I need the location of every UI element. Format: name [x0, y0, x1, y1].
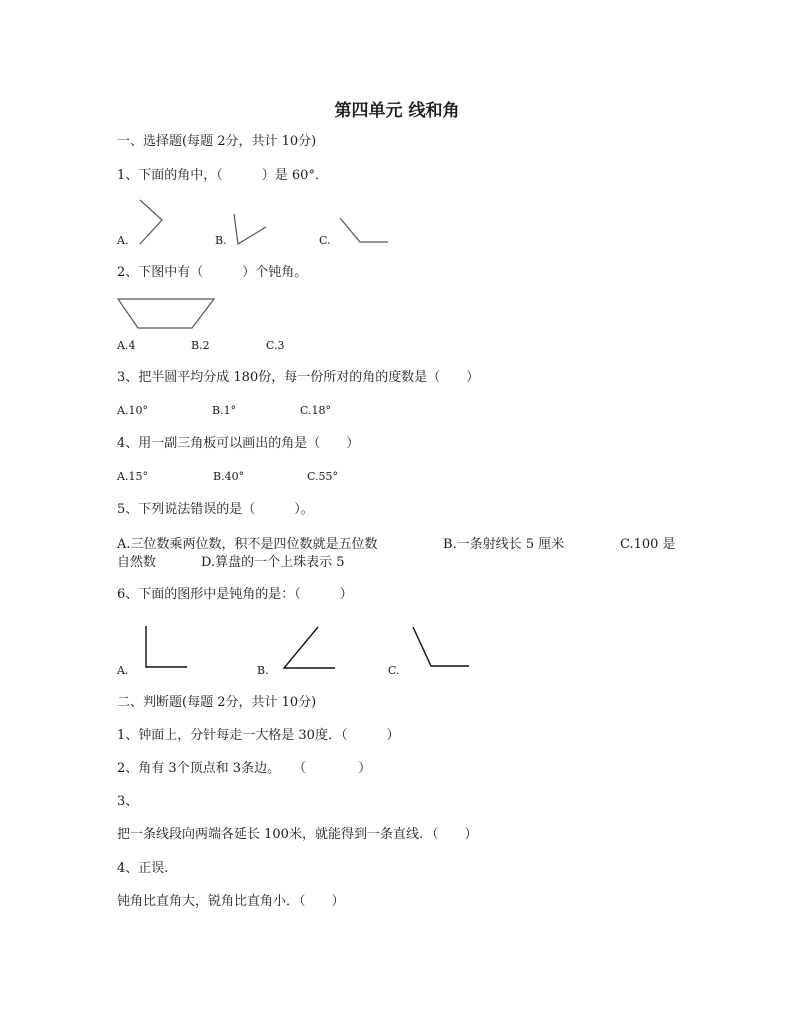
q6-option-b: B.	[257, 664, 269, 677]
judge-q4-text: 钝角比直角大，锐角比直角小．（ ）	[117, 894, 345, 909]
q1-angle-c-figure	[338, 216, 390, 244]
judge-q3-text: 把一条线段向两端各延长 100米，就能得到一条直线．（ ）	[117, 827, 478, 842]
q5-option-d: D.算盘的一个上珠表示 5	[201, 555, 345, 570]
q3-option-a: A.10°	[117, 404, 148, 417]
judge-q3-number: 3、	[117, 794, 139, 809]
q2-option-b: B.2	[191, 339, 210, 352]
section2-heading: 二、判断题(每题 2分，共计 10分)	[117, 695, 317, 710]
q1-angle-a-figure	[134, 198, 164, 246]
q1-option-b: B.	[215, 234, 227, 247]
q6-angle-a-figure	[143, 624, 189, 670]
q1-option-a: A.	[117, 234, 129, 247]
q4-option-c: C.55°	[307, 470, 339, 483]
q3-stem: 3、把半圆平均分成 180份，每一份所对的角的度数是（ ）	[117, 370, 480, 385]
q6-angle-c-figure	[411, 625, 471, 670]
q2-trapezoid-figure	[116, 297, 216, 331]
q6-option-c: C.	[388, 664, 400, 677]
q5-stem: 5、下列说法错误的是（ ）。	[117, 502, 314, 517]
q5-option-c-end: 自然数	[117, 555, 157, 570]
q5-option-b: B.一条射线长 5 厘米	[443, 537, 565, 552]
q1-stem: 1、下面的角中，（ ）是 60°．	[117, 168, 328, 183]
q4-option-b: B.40°	[213, 470, 245, 483]
q2-stem: 2、下图中有（ ）个钝角。	[117, 265, 308, 280]
q2-option-c: C.3	[266, 339, 285, 352]
section1-heading: 一、选择题(每题 2分，共计 10分)	[117, 134, 317, 149]
judge-q1: 1、钟面上，分针每走一大格是 30度．（ ）	[117, 728, 400, 743]
q4-stem: 4、用一副三角板可以画出的角是（ ）	[117, 436, 360, 451]
q5-option-c-start: C.100 是	[620, 537, 676, 552]
q6-option-a: A.	[117, 664, 129, 677]
q3-option-c: C.18°	[300, 404, 332, 417]
q5-option-a: A.三位数乘两位数，积不是四位数就是五位数	[117, 537, 378, 552]
q6-stem: 6、下面的图形中是钝角的是：（ ）	[117, 587, 353, 602]
q3-option-b: B.1°	[212, 404, 237, 417]
page-title: 第四单元 线和角	[334, 101, 460, 121]
q1-angle-b-figure	[232, 212, 268, 246]
q2-option-a: A.4	[117, 339, 136, 352]
q1-option-c: C.	[319, 234, 331, 247]
q4-option-a: A.15°	[117, 470, 148, 483]
judge-q2: 2、角有 3个顶点和 3条边。 （ ）	[117, 761, 372, 776]
judge-q4-number: 4、正误.	[117, 861, 169, 876]
q6-angle-b-figure	[282, 625, 338, 671]
